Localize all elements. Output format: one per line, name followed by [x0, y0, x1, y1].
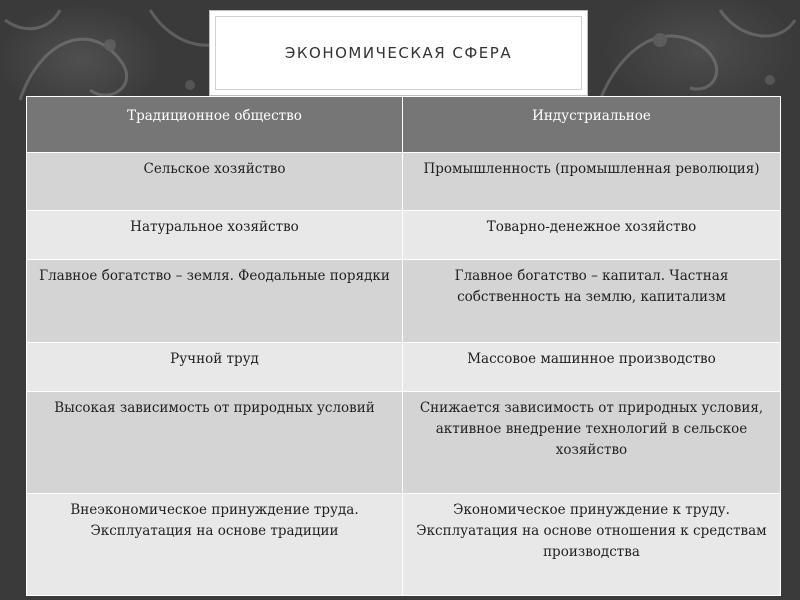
table-header-row [27, 97, 781, 153]
table-row [27, 392, 781, 494]
table-cell: Внеэкономическое принуждение труда. Эксплуатация на основе традиции [27, 494, 403, 596]
table-cell: Массовое машинное производство [403, 343, 781, 392]
table-cell: Главное богатство – капитал. Частная собственность на землю, капитализм [403, 260, 781, 343]
comparison-table-container [26, 96, 780, 594]
table-cell: Сельское хозяйство [27, 153, 403, 211]
table-cell: Высокая зависимость от природных условий [27, 392, 403, 494]
table-cell: Главное богатство – земля. Феодальные порядки [27, 260, 403, 343]
table-cell: Ручной труд [27, 343, 403, 392]
table-cell: Экономическое принуждение к труду. Эксплуатация на основе отношения к средствам производства [403, 494, 781, 596]
table-row [27, 153, 781, 211]
table-cell: Товарно-денежное хозяйство [403, 211, 781, 260]
column-header-industrial: Индустриальное [403, 97, 781, 153]
slide-title-box [215, 16, 582, 90]
column-header-traditional: Традиционное общество [27, 97, 403, 153]
table-cell: Снижается зависимость от природных условия, активное внедрение технологий в сельское хозяйство [403, 392, 781, 494]
table-cell: Натуральное хозяйство [27, 211, 403, 260]
table-row [27, 211, 781, 260]
table-row [27, 260, 781, 343]
table-row [27, 343, 781, 392]
table-cell: Промышленность (промышленная революция) [403, 153, 781, 211]
comparison-table [26, 96, 781, 596]
slide-title: ЭКОНОМИЧЕСКАЯ СФЕРА [284, 44, 513, 62]
table-row [27, 494, 781, 596]
